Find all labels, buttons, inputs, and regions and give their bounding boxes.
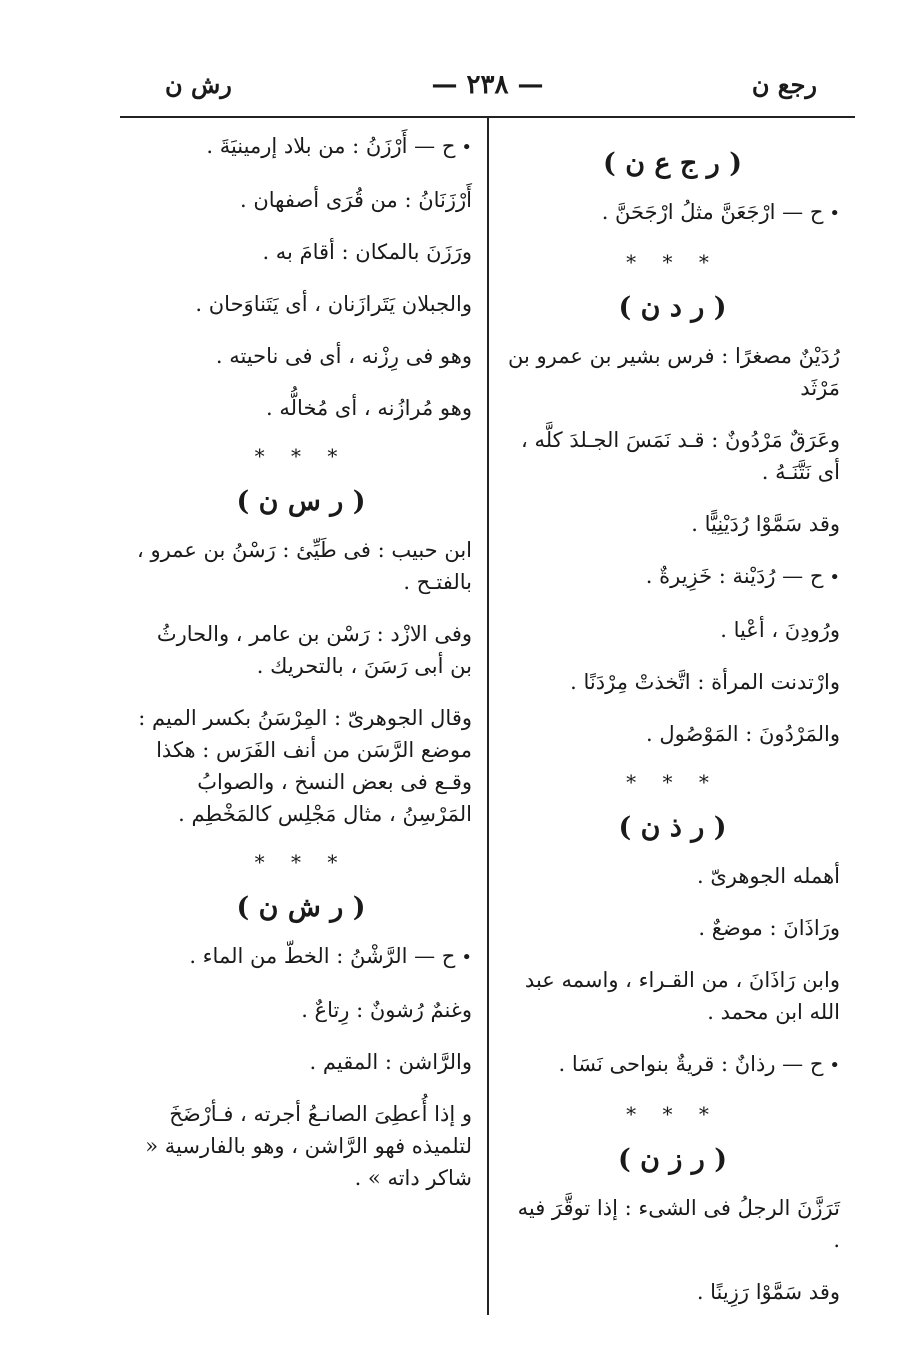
dictionary-entry: أَرْزَنَانُ : من قُرَى أصفهان . xyxy=(240,188,472,212)
dictionary-entry: والجبلان يَتَرازَنان ، أى يَتَناوَحان . xyxy=(195,292,472,316)
right-column xyxy=(505,130,840,1328)
section-separator: * * * xyxy=(254,444,348,468)
dictionary-section xyxy=(130,482,472,874)
dictionary-entry: أهمله الجوهرىّ . xyxy=(696,864,840,888)
section-separator: * * * xyxy=(626,1102,719,1126)
dictionary-entry: و إذا أُعطِىَ الصانـعُ أجرته ، فـأرْضَخَ لتلميذه فهو الرَّاشن ، وهو بالفارسية « شاكر داته » . xyxy=(145,1102,472,1190)
dictionary-entry: ورُودِنَ ، أعْيا . xyxy=(720,618,840,642)
section-heading: ( ر ج ع ن ) xyxy=(603,148,742,179)
dictionary-section xyxy=(505,288,840,794)
dictionary-entry: وقال الجوهرىّ : المِرْسَنُ بكسر الميم : موضع الرَّسَن من أنف الفَرَس : هكذا وقـع فى بعض النسخ ، والصوابُ المَرْسِنُ ، مثال مَجْلِس كالمَخْطِم . xyxy=(138,706,472,826)
dictionary-section xyxy=(505,144,840,274)
dictionary-entry: تَرَزَّنَ الرجلُ فى الشىء : إذا توقَّرَ فيه . xyxy=(517,1196,840,1252)
dictionary-entry: وقد سَمَّوْا رُدَيْنِيًّا . xyxy=(691,512,840,536)
section-heading: ( ر ز ن ) xyxy=(617,1144,728,1175)
dictionary-entry: • ح — الرَّشْنُ : الخطّ من الماء . xyxy=(130,940,472,974)
dictionary-entry: ورَزَنَ بالمكان : أقامَ به . xyxy=(262,240,472,264)
dictionary-entry: وغنمٌ رُشونٌ : رِتاعٌ . xyxy=(301,998,472,1022)
dictionary-entry: ورَاذَانَ : موضعٌ . xyxy=(698,916,840,940)
page-number: — ٢٣٨ — xyxy=(431,70,544,100)
section-heading: ( ر ذ ن ) xyxy=(618,812,727,843)
dictionary-entry: • ح — رُدَيْنة : خَزِيرةٌ . xyxy=(505,560,840,594)
left-column xyxy=(130,130,472,1214)
dictionary-entry: وهو مُرازُنه ، أى مُخالُّه . xyxy=(266,396,472,420)
section-separator: * * * xyxy=(626,770,719,794)
dictionary-entry: وقد سَمَّوْا رَزِينًا . xyxy=(696,1280,840,1304)
page-header xyxy=(120,60,855,118)
dictionary-entry: والمَرْدُونَ : المَوْصُول . xyxy=(646,722,840,746)
dictionary-entry: وهو فى رِزْنه ، أى فى ناحيته . xyxy=(215,344,472,368)
section-heading: ( ر ش ن ) xyxy=(236,892,366,923)
section-separator: * * * xyxy=(254,850,348,874)
section-separator: * * * xyxy=(626,250,719,274)
dictionary-section xyxy=(130,130,472,468)
dictionary-entry: وابن رَاذَانَ ، من القـراء ، واسمه عبد الله ابن محمد . xyxy=(524,968,840,1024)
column-divider xyxy=(487,117,489,1315)
dictionary-entry: والرَّاشن : المقيم . xyxy=(309,1050,472,1074)
dictionary-entry: وعَرَقٌ مَرْدُونٌ : قـد نَمَسَ الجـلدَ كلَّه ، أى نَتَّنَـهُ . xyxy=(521,428,840,484)
running-head-right: رجع ن xyxy=(751,70,817,99)
dictionary-entry: • ح — رذانٌ : قريةٌ بنواحى نَسَا . xyxy=(505,1048,840,1082)
dictionary-section xyxy=(130,888,472,1194)
dictionary-entry: • ح — ارْجَعَنَّ مثلُ ارْجَحَنَّ . xyxy=(505,196,840,230)
dictionary-entry: وفى الازْد : رَسْن بن عامر ، والحارثُ بن أبى رَسَنَ ، بالتحريك . xyxy=(156,622,472,678)
section-heading: ( ر د ن ) xyxy=(618,292,727,323)
dictionary-section xyxy=(505,1140,840,1308)
running-head-left: رش ن xyxy=(165,70,232,99)
dictionary-entry: • ح — أَرْزَنُ : من بلاد إرمينيَةَ . xyxy=(130,130,472,164)
dictionary-entry: ابن حبيب : فى طَيِّئ : رَسْنُ بن عمرو ، بالفتـح . xyxy=(137,538,472,594)
dictionary-section xyxy=(505,808,840,1126)
dictionary-entry: وارْتدنت المرأة : اتَّخذتْ مِرْدَنًا . xyxy=(570,670,840,694)
dictionary-entry: رُدَيْنٌ مصغرًا : فرس بشير بن عمرو بن مَرْثَد xyxy=(508,344,840,400)
section-heading: ( ر س ن ) xyxy=(236,486,366,517)
